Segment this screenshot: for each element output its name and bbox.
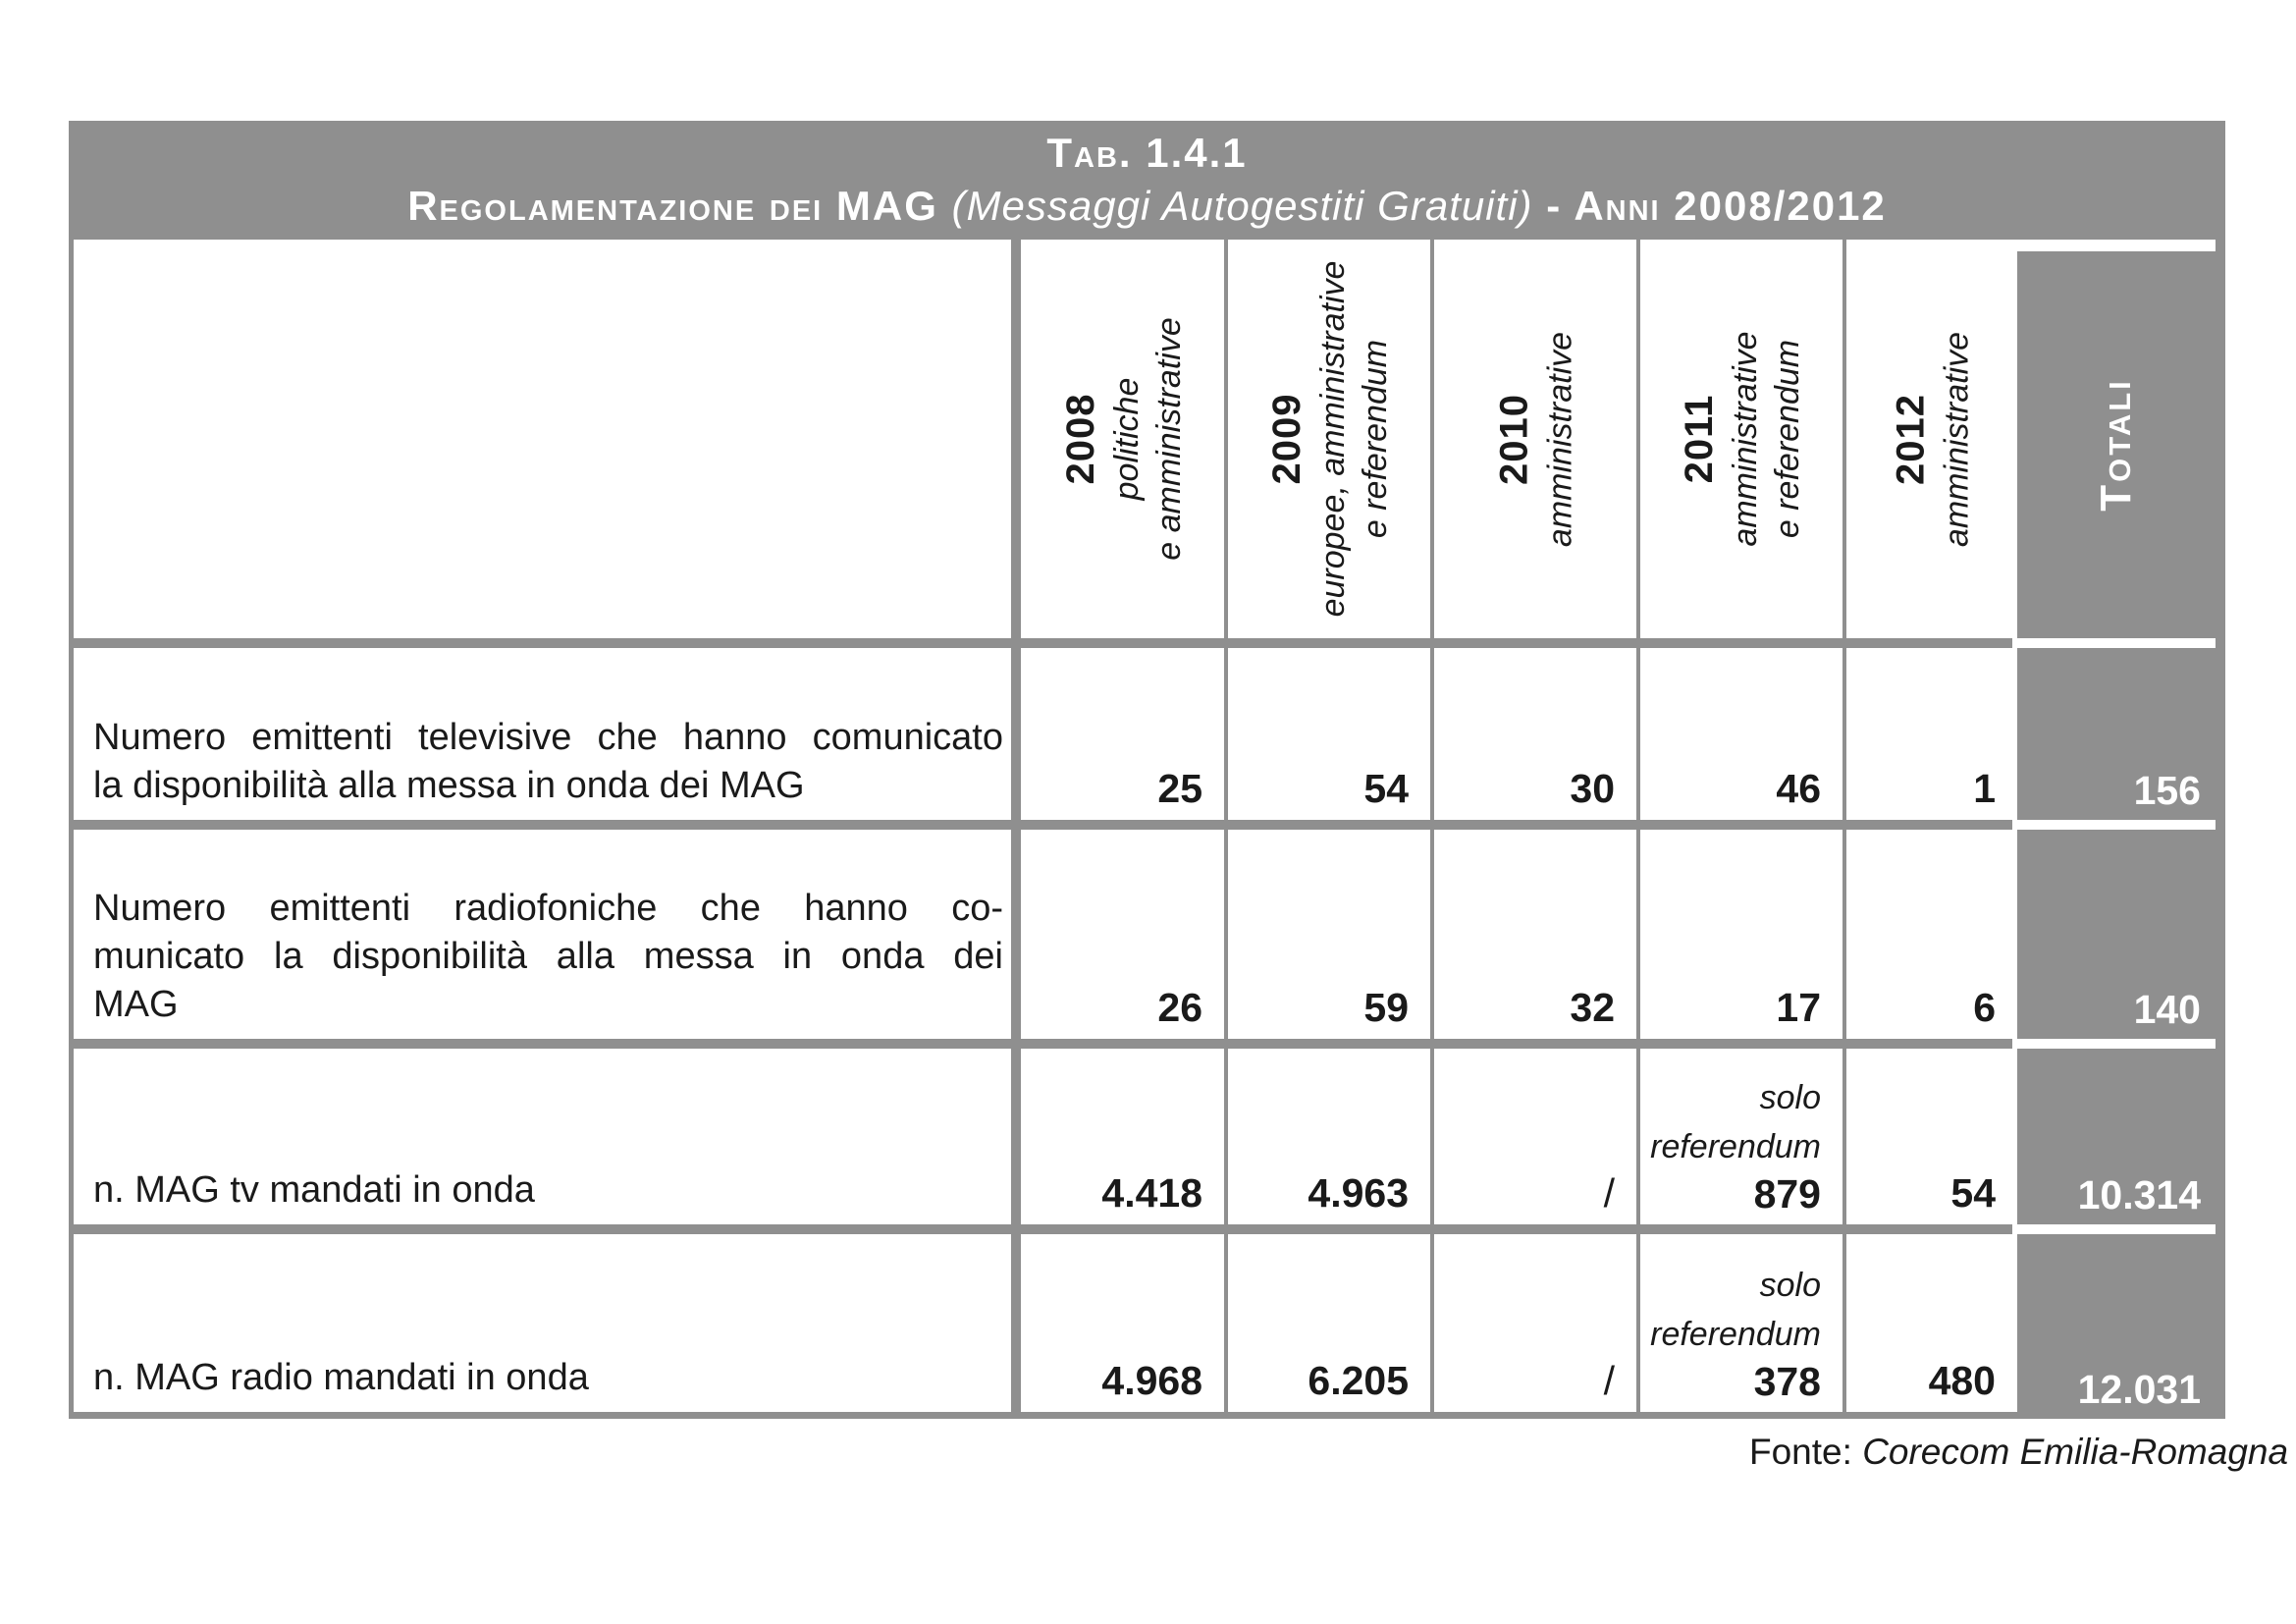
value-cell: 54 (1950, 1170, 1996, 1216)
total-cell-row-3: 10.314 (2017, 1049, 2216, 1224)
source-note (1749, 1432, 2288, 1473)
value-cell: 59 (1363, 985, 1409, 1030)
value-cell-slash: / (1603, 1170, 1615, 1216)
column-elections: politiche e amministrative (1107, 317, 1188, 561)
value-cell: 46 (1776, 766, 1821, 811)
value-cell-with-note (1640, 1234, 1842, 1412)
value-cell: 879 (1753, 1171, 1821, 1217)
column-header-2011 (1640, 240, 1842, 638)
table-title-band (69, 121, 2225, 240)
value-cell-with-note (1640, 1049, 1842, 1224)
column-year: 2010 (1492, 393, 1536, 485)
row-label-tv-emittenti: Numero emittenti televisive che hanno comunicato la disponibilità alla messa in onda dei MAG (93, 717, 1003, 806)
column-year: 2012 (1889, 393, 1933, 485)
column-header-2008-rotated (1055, 246, 1191, 631)
value-cell: 4.968 (1101, 1358, 1202, 1403)
source-label: Fonte: (1749, 1432, 1863, 1472)
table-subtitle (407, 179, 1887, 234)
value-cell: 30 (1570, 766, 1615, 811)
total-cell-row-4: 12.031 (2017, 1234, 2216, 1419)
solo-referendum-note: solo referendum (1650, 1267, 1821, 1353)
value-cell: 378 (1753, 1359, 1821, 1404)
totali-header-label: Totali (2092, 378, 2140, 512)
value-cell: 6 (1973, 985, 1996, 1030)
column-year: 2011 (1678, 394, 1721, 484)
column-header-2012-rotated (1886, 246, 1979, 631)
column-elections: europee, amministrative e referendum (1314, 260, 1394, 618)
table-subtitle-years: - Anni 2008/2012 (1532, 182, 1887, 229)
column-header-2010-rotated (1489, 246, 1582, 631)
column-header-2008 (1021, 240, 1224, 638)
divider-row-3 (69, 1224, 2012, 1234)
totali-column-right-strip (2216, 240, 2225, 1419)
column-year: 2009 (1265, 393, 1308, 485)
row-label-mag-tv: n. MAG tv mandati in onda (93, 1169, 535, 1211)
total-cell-row-1: 156 (2017, 648, 2216, 820)
source-name: Corecom Emilia-Romagna (1862, 1432, 2289, 1472)
table-subtitle-italic: (Messaggi Autogestiti Gratuiti) (951, 182, 1533, 229)
value-cell: 26 (1157, 985, 1202, 1030)
row-label-radio-emittenti: Numero emittenti radiofoniche che hanno co- municato la disponibilità alla messa in onda dei MAG (93, 888, 1003, 1025)
total-cell-row-2: 140 (2017, 830, 2216, 1039)
value-cell: 25 (1157, 766, 1202, 811)
column-header-2012 (1846, 240, 2017, 638)
column-elections: amministrative (1938, 331, 1976, 547)
value-cell: 4.418 (1101, 1170, 1202, 1216)
divider-header-row (69, 638, 2012, 648)
value-cell: 480 (1928, 1358, 1996, 1403)
value-cell: 54 (1363, 766, 1409, 811)
table-subtitle-smallcaps: Regolamentazione dei MAG (407, 182, 952, 229)
column-header-2011-rotated (1674, 246, 1809, 631)
column-header-2010 (1434, 240, 1636, 638)
value-cell: 4.963 (1308, 1170, 1409, 1216)
divider-row-1 (69, 820, 2012, 830)
row-label-mag-radio: n. MAG radio mandati in onda (93, 1357, 589, 1398)
column-year: 2008 (1058, 393, 1102, 485)
solo-referendum-note: solo referendum (1650, 1079, 1821, 1165)
value-cell: 17 (1776, 985, 1821, 1030)
table-number: Tab. 1.4.1 (1046, 129, 1248, 176)
column-header-totali (2017, 251, 2216, 638)
divider-row-2 (69, 1039, 2012, 1049)
column-elections: amministrative (1541, 331, 1579, 547)
column-elections: amministrative e referendum (1727, 331, 1806, 547)
column-header-2009-rotated (1261, 246, 1397, 631)
table-border-bottom (69, 1412, 2017, 1419)
value-cell: 6.205 (1308, 1358, 1409, 1403)
value-cell: 32 (1570, 985, 1615, 1030)
value-cell: 1 (1973, 766, 1996, 811)
value-cell-slash: / (1603, 1358, 1615, 1403)
column-header-2009 (1228, 240, 1430, 638)
